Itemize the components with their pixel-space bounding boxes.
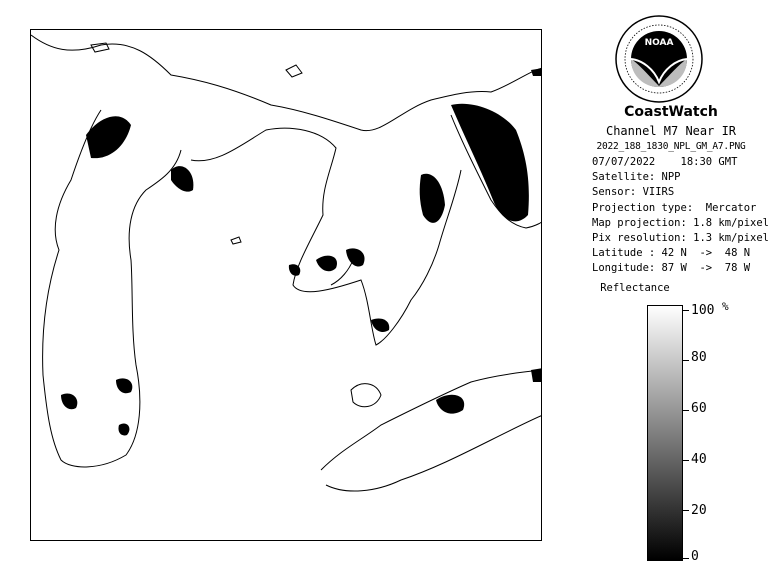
sensor-label: Sensor: VIIRS xyxy=(592,186,675,199)
legend-tick xyxy=(683,410,689,411)
legend-tick xyxy=(683,360,689,361)
dark-areas xyxy=(61,68,542,435)
app-title: CoastWatch xyxy=(624,104,718,120)
channel-label: Channel M7 Near IR xyxy=(605,124,737,138)
projection-type-label: Projection type: Mercator xyxy=(592,201,757,214)
latitude-label: Latitude : 42 N -> 48 N xyxy=(592,247,751,260)
legend-tick-label: 20 xyxy=(691,503,707,518)
coastlines xyxy=(31,35,542,491)
map-projection-label: Map projection: 1.8 km/pixel xyxy=(592,216,770,229)
legend-tick-label: 60 xyxy=(691,401,707,416)
reflectance-colorbar xyxy=(647,305,683,561)
legend-tick xyxy=(683,310,689,311)
longitude-label: Longitude: 87 W -> 78 W xyxy=(592,262,751,275)
satellite-label: Satellite: NPP xyxy=(592,171,681,184)
metadata-panel xyxy=(592,155,782,277)
legend-tick xyxy=(683,460,689,461)
legend-tick xyxy=(683,510,689,511)
map-image xyxy=(31,30,542,541)
logo-text: NOAA xyxy=(644,38,674,48)
legend-tick xyxy=(683,558,689,559)
legend-unit: % xyxy=(722,300,729,313)
noaa-logo xyxy=(614,14,704,104)
datetime-label: 07/07/2022 18:30 GMT xyxy=(592,156,738,168)
legend-tick-label: 0 xyxy=(691,549,699,564)
map-panel xyxy=(30,29,542,541)
filename-label: 2022_188_1830_NPL_GM_A7.PNG xyxy=(596,141,746,152)
legend-title: Reflectance xyxy=(600,282,670,294)
pix-resolution-label: Pix resolution: 1.3 km/pixel xyxy=(592,231,770,244)
legend-tick-label: 80 xyxy=(691,350,707,365)
legend-tick-label: 100 xyxy=(691,303,715,318)
legend-tick-label: 40 xyxy=(691,452,707,467)
